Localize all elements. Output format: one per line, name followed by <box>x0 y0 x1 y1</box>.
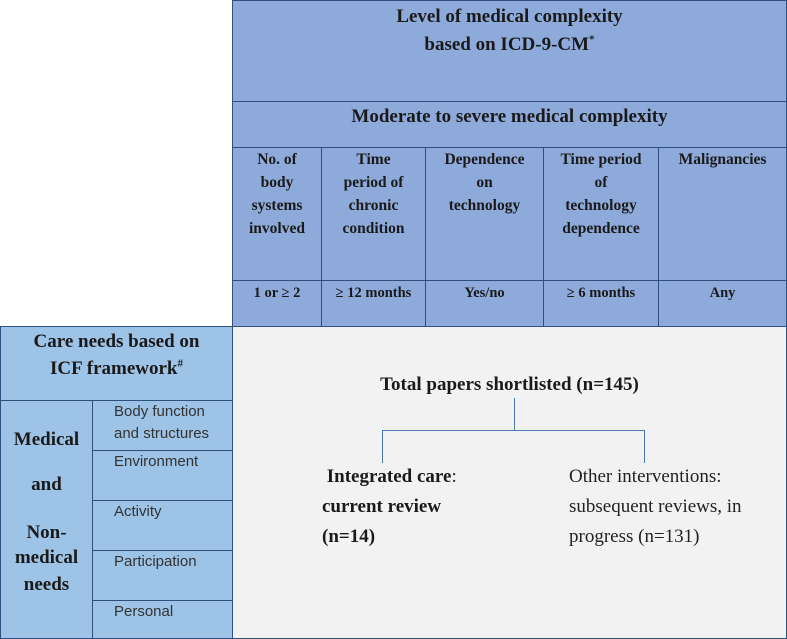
need-text: Participation <box>114 553 197 570</box>
criteria-header-line: condition <box>342 220 405 237</box>
need-text: Environment <box>114 453 199 470</box>
integrated-title: Integrated care <box>326 466 452 487</box>
criteria-value-technology-dependence <box>425 280 544 327</box>
medical-line: Non- <box>26 522 67 543</box>
tree-left-drop <box>382 430 383 463</box>
need-text: Personal <box>114 603 174 620</box>
complexity-title <box>232 0 787 102</box>
care-footnote-mark: # <box>177 357 183 370</box>
medical-needs-label <box>0 400 93 639</box>
integrated-care-label <box>322 462 457 552</box>
medical-line: Medical <box>13 429 80 450</box>
need-personal <box>92 600 233 639</box>
criteria-header-line: involved <box>249 220 305 237</box>
other-interventions-label <box>569 462 742 552</box>
need-text: Activity <box>114 503 162 520</box>
medical-line: and <box>31 474 62 495</box>
care-head-line-2-text: ICF framework <box>49 358 178 379</box>
complexity-subtitle <box>232 101 787 148</box>
integrated-line-2: current review <box>322 496 442 517</box>
criteria-header-line: technology <box>448 197 521 214</box>
criteria-value-text: Yes/no <box>464 285 505 301</box>
criteria-header-line: systems <box>251 197 303 214</box>
care-needs-header <box>0 326 233 401</box>
criteria-header-chronic-period <box>321 147 426 281</box>
criteria-value-text: ≥ 12 months <box>335 285 412 301</box>
criteria-header-line: period of <box>343 174 404 191</box>
integrated-line-3: (n=14) <box>322 526 376 547</box>
need-activity <box>92 500 233 551</box>
other-line-3: progress (n=131) <box>569 526 700 547</box>
criteria-value-text: 1 or ≥ 2 <box>253 285 301 301</box>
need-participation <box>92 550 233 601</box>
criteria-header-technology-dependence <box>425 147 544 281</box>
integrated-line-1 <box>322 462 457 492</box>
criteria-value-malignancies <box>658 280 787 327</box>
integrated-colon: : <box>451 466 457 487</box>
need-body-function <box>92 400 233 451</box>
care-head-line-2 <box>1 355 232 382</box>
criteria-header-line: Dependence <box>444 151 525 168</box>
title-line-1: Level of medical complexity <box>396 6 623 27</box>
criteria-header-line: Time <box>356 151 391 168</box>
total-papers-text: Total papers shortlisted (n=145) <box>380 374 639 395</box>
criteria-value-text: ≥ 6 months <box>566 285 636 301</box>
criteria-header-technology-period <box>543 147 659 281</box>
title-line-2 <box>233 31 786 59</box>
other-line-2: subsequent reviews, in <box>569 496 742 517</box>
criteria-value-technology-period <box>543 280 659 327</box>
criteria-header-line: on <box>476 174 493 191</box>
criteria-header-body-systems <box>232 147 322 281</box>
medical-line: needs <box>23 574 70 595</box>
criteria-header-line: No. of <box>257 151 297 168</box>
medical-line: medical <box>14 547 79 568</box>
criteria-value-text: Any <box>709 285 736 301</box>
title-line-2-text: based on ICD-9-CM <box>424 34 590 55</box>
need-text: and structures <box>114 425 210 442</box>
criteria-header-line: of <box>594 174 608 191</box>
tree-right-drop <box>644 430 645 463</box>
need-environment <box>92 450 233 501</box>
care-head-line-1: Care needs based on <box>33 331 200 352</box>
need-text: Body function <box>114 403 205 420</box>
criteria-header-line: Malignancies <box>678 151 767 168</box>
criteria-value-body-systems <box>232 280 322 327</box>
criteria-header-line: Time period <box>560 151 642 168</box>
subtitle-text: Moderate to severe medical complexity <box>351 106 668 127</box>
tree-branch <box>382 430 645 431</box>
title-footnote-mark: * <box>589 33 595 46</box>
criteria-value-chronic-period <box>321 280 426 327</box>
total-papers-label <box>232 372 787 398</box>
criteria-header-line: chronic <box>348 197 399 214</box>
tree-stem <box>514 398 515 431</box>
criteria-header-line: technology <box>565 197 637 214</box>
criteria-header-line: dependence <box>562 220 640 237</box>
criteria-header-malignancies <box>658 147 787 281</box>
criteria-header-line: body <box>260 174 294 191</box>
other-line-1: Other interventions: <box>569 466 722 487</box>
